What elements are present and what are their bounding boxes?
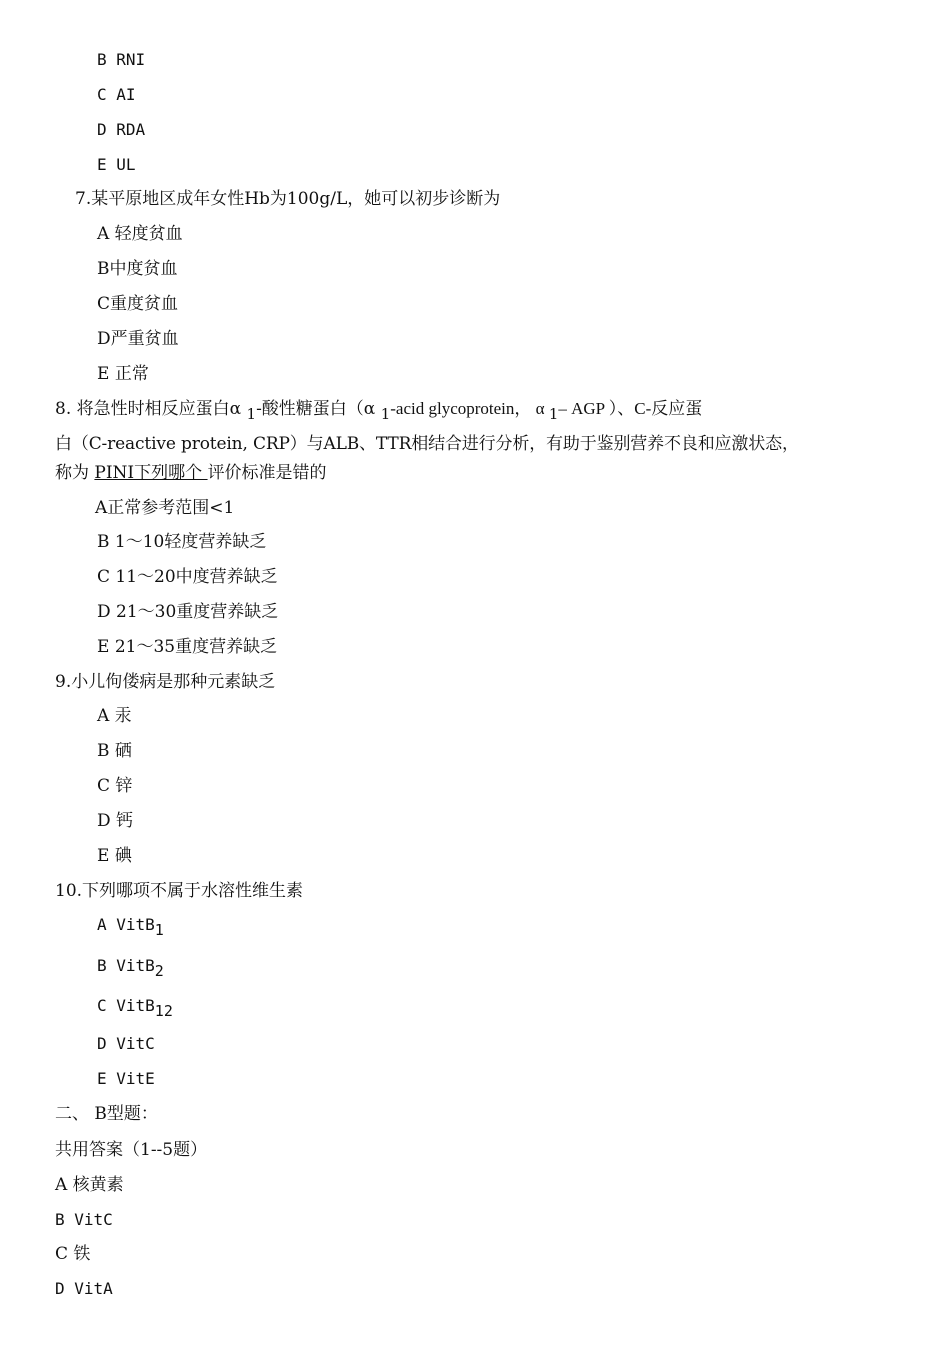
q9-stem: 9.小儿佝偻病是那种元素缺乏 bbox=[55, 672, 276, 692]
q9-option-c: C 锌 bbox=[97, 776, 133, 796]
section2-option-c: C 铁 bbox=[55, 1244, 91, 1264]
q10-option-a-sub: 1 bbox=[154, 921, 164, 939]
q10-option-d bbox=[97, 1033, 155, 1055]
q7-option-d: D严重贫血 bbox=[97, 329, 179, 349]
q6-option-c: C AI bbox=[97, 85, 136, 104]
q8-stem-line2: 白（C-reactive protein, CRP）与ALB、TTR相结合进行分析，有助于鉴别营养不良和应激状态， bbox=[55, 434, 799, 454]
q8-sub-1: 1 bbox=[246, 405, 257, 423]
q8-sub-3: 1 bbox=[548, 405, 559, 423]
q10-stem: 10.下列哪项不属于水溶性维生素 bbox=[55, 881, 304, 901]
q8-stem-line1 bbox=[55, 398, 702, 425]
q6-option-b: B RNI bbox=[97, 50, 146, 69]
q9-option-a: A 汞 bbox=[97, 706, 132, 726]
q7-option-c: C重度贫血 bbox=[97, 294, 179, 314]
section2-heading: 二、 B型题： bbox=[55, 1104, 158, 1124]
q8-option-d: D 21～30重度营养缺乏 bbox=[97, 602, 279, 622]
section2-option-a: A 核黄素 bbox=[55, 1175, 124, 1195]
section2-option-b: B VitC bbox=[55, 1210, 113, 1229]
q8-line3-lead: 称为 bbox=[55, 463, 95, 483]
section2-shared-answers: 共用答案（1--5题） bbox=[55, 1140, 208, 1160]
q6-option-d: D RDA bbox=[97, 120, 146, 139]
q7-option-e: E 正常 bbox=[97, 364, 149, 384]
q9-option-e: E 碘 bbox=[97, 846, 132, 866]
q8-text-a: 8. 将急性时相反应蛋白α bbox=[55, 399, 247, 419]
q7-stem: 7.某平原地区成年女性Hb为100g/L，她可以初步诊断为 bbox=[75, 189, 501, 209]
q8-stem-line3 bbox=[55, 462, 327, 484]
q8-option-a: A正常参考范围<1 bbox=[95, 498, 235, 518]
section2-option-d: D VitA bbox=[55, 1279, 113, 1298]
q8-option-e: E 21～35重度营养缺乏 bbox=[97, 637, 278, 657]
q7-option-b: B中度贫血 bbox=[97, 259, 178, 279]
q8-underlined-term: PINI下列哪个 bbox=[94, 463, 208, 483]
q10-option-c bbox=[97, 995, 173, 1022]
q8-text-d: – AGP ）、C-反应蛋 bbox=[558, 399, 703, 418]
q8-option-b: B 1～10轻度营养缺乏 bbox=[97, 532, 267, 552]
q8-line3-tail: 评价标准是错的 bbox=[207, 463, 327, 483]
q10-option-b bbox=[97, 955, 164, 982]
q10-option-e bbox=[97, 1068, 155, 1090]
q8-option-c: C 11～20中度营养缺乏 bbox=[97, 567, 278, 587]
q9-option-d: D 钙 bbox=[97, 811, 134, 831]
q9-option-b: B 硒 bbox=[97, 741, 132, 761]
q10-option-a-text: A VitB bbox=[97, 915, 155, 934]
q8-text-b: -酸性糖蛋白（α bbox=[256, 399, 381, 419]
q6-option-e: E UL bbox=[97, 155, 136, 174]
q10-option-c-text: C VitB bbox=[97, 996, 155, 1015]
q8-sub-2: 1 bbox=[380, 405, 391, 423]
q7-option-a: A 轻度贫血 bbox=[97, 224, 183, 244]
q10-option-a bbox=[97, 914, 164, 941]
q10-option-d-text: D VitC bbox=[97, 1034, 155, 1053]
q10-option-b-sub: 2 bbox=[154, 962, 164, 980]
q10-option-b-text: B VitB bbox=[97, 956, 155, 975]
q10-option-e-text: E VitE bbox=[97, 1069, 155, 1088]
q10-option-c-sub: 12 bbox=[154, 1002, 173, 1020]
q8-text-c: -acid glycoprotein， α bbox=[390, 399, 549, 418]
